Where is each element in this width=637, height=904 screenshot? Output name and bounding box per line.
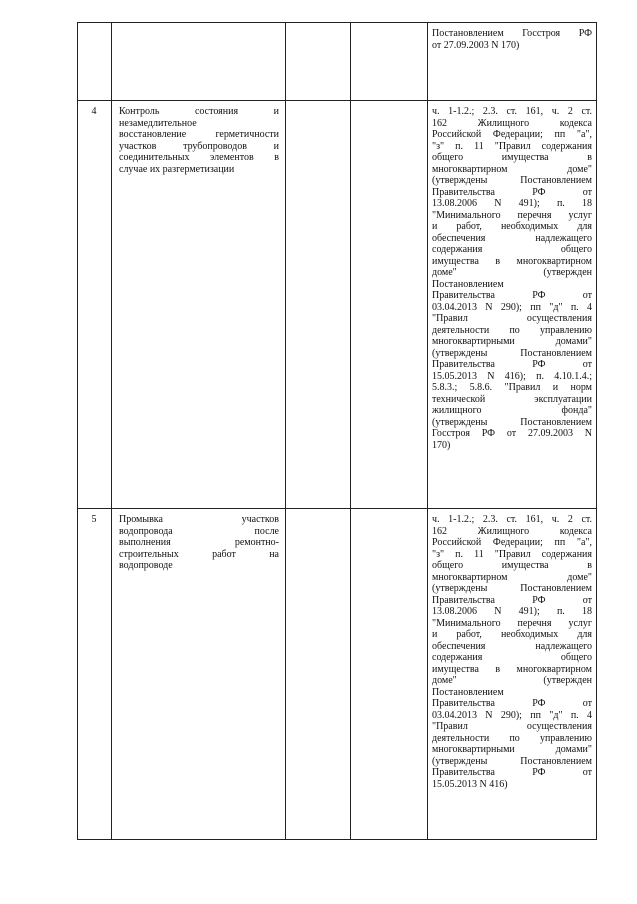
text-line: "з" п. 11 "Правил содержания: [432, 548, 592, 560]
text-line: доме" (утвержден: [432, 675, 592, 686]
text-line: Постановлением: [432, 278, 504, 290]
row-number: 5: [91, 514, 97, 525]
text-line: Правительства РФ от: [432, 698, 592, 709]
text-line: Российской Федерации; пп "а",: [432, 537, 592, 548]
text-line: (утверждены Постановлением: [432, 347, 592, 359]
text-line: (утверждены Постановлением: [432, 583, 592, 594]
text-line: (утверждены Постановлением: [432, 755, 592, 767]
text-line: 15.05.2013 N 416): [432, 778, 508, 790]
column-divider: [350, 22, 351, 840]
text-line: обеспечения надлежащего: [432, 640, 592, 652]
text-line: "з" п. 11 "Правил содержания: [432, 140, 592, 152]
text-line: жилищного фонда": [432, 405, 592, 416]
text-line: деятельности по управлению: [432, 732, 592, 744]
text-line: "Правил осуществления: [432, 721, 592, 732]
text-line: многоквартирном доме": [432, 571, 592, 583]
text-line: водопроводе: [119, 560, 173, 571]
text-line: соединительных элементов в: [119, 152, 279, 163]
text-line: и работ, необходимых для: [432, 221, 592, 232]
text-line: ч. 1-1.2.; 2.3. ст. 161, ч. 2 ст.: [432, 106, 592, 117]
text-line: случае их разгерметизации: [119, 163, 235, 175]
text-line: "Минимального перечня услуг: [432, 209, 592, 221]
text-line: многоквартирными домами": [432, 744, 592, 755]
table-right-border: [596, 22, 597, 840]
text-line: незамедлительное: [119, 117, 197, 129]
text-line: 03.04.2013 N 290); пп "д" п. 4: [432, 301, 592, 313]
text-line: технической эксплуатации: [432, 393, 592, 405]
text-line: Госстроя РФ от 27.09.2003 N: [432, 428, 592, 439]
text-line: имущества в многоквартирном: [432, 255, 592, 267]
text-line: содержания общего: [432, 652, 592, 663]
text-line: многоквартирном доме": [432, 163, 592, 175]
basis-cell: [432, 514, 592, 790]
text-line: Российской Федерации; пп "а",: [432, 129, 592, 140]
work-description-cell: [119, 106, 279, 175]
text-line: 162 Жилищного кодекса: [432, 525, 592, 537]
text-line: Постановлением Госстроя РФ: [432, 28, 592, 39]
text-line: Контроль состояния и: [119, 106, 279, 117]
text-line: 03.04.2013 N 290); пп "д" п. 4: [432, 709, 592, 721]
basis-cell: [432, 106, 592, 451]
column-divider: [111, 22, 112, 840]
text-line: обеспечения надлежащего: [432, 232, 592, 244]
text-line: Правительства РФ от: [432, 767, 592, 778]
basis-cell: [432, 28, 592, 51]
text-line: Правительства РФ от: [432, 186, 592, 198]
text-line: от 27.09.2003 N 170): [432, 39, 520, 51]
text-line: водопровода после: [119, 525, 279, 537]
text-line: 13.08.2006 N 491); п. 18: [432, 606, 592, 617]
text-line: деятельности по управлению: [432, 324, 592, 336]
text-line: Постановлением: [432, 686, 504, 698]
column-divider: [285, 22, 286, 840]
text-line: участков трубопроводов и: [119, 140, 279, 152]
row-divider: [77, 508, 597, 509]
text-line: 5.8.3.; 5.8.6. "Правил и норм: [432, 382, 592, 393]
text-line: 13.08.2006 N 491); п. 18: [432, 198, 592, 209]
text-line: (утверждены Постановлением: [432, 416, 592, 428]
table-bottom-border: [77, 839, 597, 840]
text-line: "Минимального перечня услуг: [432, 617, 592, 629]
text-line: восстановление герметичности: [119, 129, 279, 140]
row-divider: [77, 100, 597, 101]
text-line: "Правил осуществления: [432, 313, 592, 324]
table-top-border: [77, 22, 597, 23]
text-line: Промывка участков: [119, 514, 279, 525]
text-line: доме" (утвержден: [432, 267, 592, 278]
text-line: ч. 1-1.2.; 2.3. ст. 161, ч. 2 ст.: [432, 514, 592, 525]
text-line: строительных работ на: [119, 548, 279, 560]
text-line: Правительства РФ от: [432, 359, 592, 370]
text-line: 170): [432, 439, 451, 451]
text-line: и работ, необходимых для: [432, 629, 592, 640]
work-description-cell: [119, 514, 279, 572]
text-line: Правительства РФ от: [432, 594, 592, 606]
text-line: содержания общего: [432, 244, 592, 255]
text-line: общего имущества в: [432, 152, 592, 163]
text-line: имущества в многоквартирном: [432, 663, 592, 675]
column-divider: [427, 22, 428, 840]
text-line: выполнения ремонтно-: [119, 537, 279, 548]
text-line: 15.05.2013 N 416); п. 4.10.1.4.;: [432, 370, 592, 382]
text-line: Правительства РФ от: [432, 290, 592, 301]
text-line: общего имущества в: [432, 560, 592, 571]
text-line: 162 Жилищного кодекса: [432, 117, 592, 129]
text-line: многоквартирными домами": [432, 336, 592, 347]
table-left-border: [77, 22, 78, 840]
row-number: 4: [91, 106, 97, 117]
text-line: (утверждены Постановлением: [432, 175, 592, 186]
regulation-table: [77, 22, 597, 840]
